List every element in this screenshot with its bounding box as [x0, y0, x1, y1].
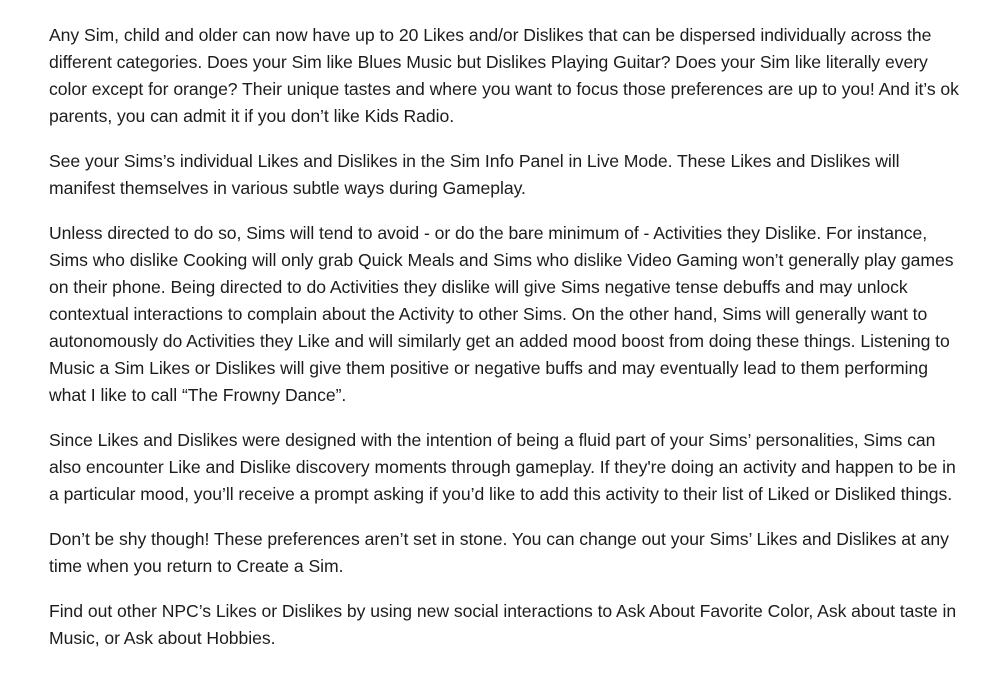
paragraph-discovery-moments: Since Likes and Dislikes were designed with the intention of being a fluid part of your Sims’ personalities, Sims can also encounter Like and Dislike discovery moments through gameplay. If they're doing an activity and happen to be in a particular mood, you’ll receive a prompt asking if you’d like to add this activity to their list of Liked or Disliked things.: [49, 430, 956, 504]
article-body: [49, 22, 965, 670]
paragraph-change-preferences: Don’t be shy though! These preferences aren’t set in stone. You can change out your Sims’ Likes and Dislikes at any time when you return to Create a Sim.: [49, 529, 949, 576]
paragraph-likes-dislikes-intro: Any Sim, child and older can now have up to 20 Likes and/or Dislikes that can be dispersed individually across the different categories. Does your Sim like Blues Music but Dislikes Playing Guitar? Does your Sim like literally every color except for orange? Their unique tastes and where you want to focus those preferences are up to you! And it’s ok parents, you can admit it if you don’t like Kids Radio.: [49, 25, 959, 126]
paragraph-sim-info-panel: See your Sims’s individual Likes and Dislikes in the Sim Info Panel in Live Mode. These Likes and Dislikes will manifest themselves in various subtle ways during Gameplay.: [49, 151, 900, 198]
paragraph-activities: Unless directed to do so, Sims will tend to avoid - or do the bare minimum of - Activities they Dislike. For instance, Sims who dislike Cooking will only grab Quick Meals and Sims who dislike Video Gaming won’t generally play games on their phone. Being directed to do Activities they dislike will give Sims negative tense debuffs and may unlock contextual interactions to complain about the Activity to other Sims. On the other hand, Sims will generally want to autonomously do Activities they Like and will similarly get an added mood boost from doing these things. Listening to Music a Sim Likes or Dislikes will give them positive or negative buffs and may eventually lead to them performing what I like to call “The Frowny Dance”.: [49, 223, 954, 405]
paragraph-social-interactions: Find out other NPC’s Likes or Dislikes by using new social interactions to Ask About Favorite Color, Ask about taste in Music, or Ask about Hobbies.: [49, 601, 957, 648]
